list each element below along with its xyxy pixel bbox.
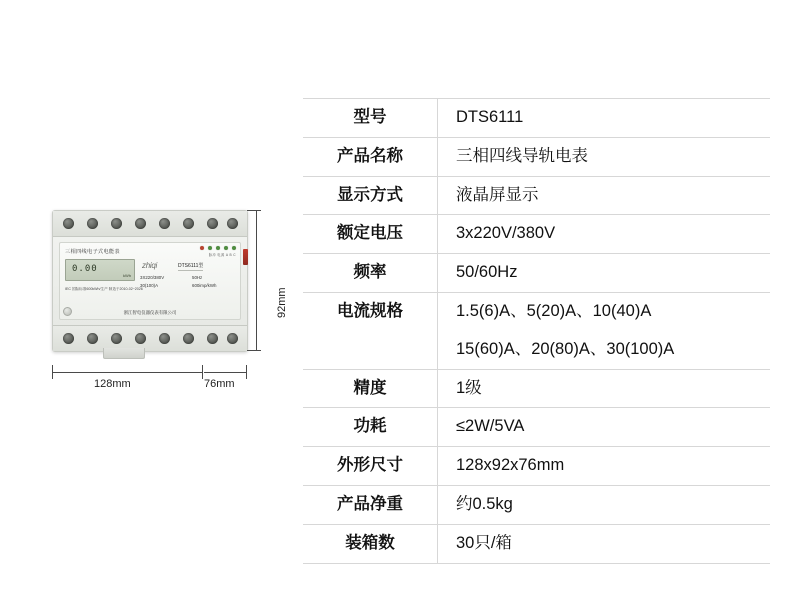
spec-value: 3x220V/380V xyxy=(438,215,771,254)
top-terminal-strip xyxy=(53,211,247,237)
width-dimension-line xyxy=(52,372,202,373)
spec-value: 约0.5kg xyxy=(438,485,771,524)
width-dimension-tick-left xyxy=(52,365,53,379)
table-row xyxy=(303,137,770,176)
table-row xyxy=(303,99,770,138)
spec-value: ≤2W/5VA xyxy=(438,408,771,447)
face-spec-voltage: 3X220/380V xyxy=(140,275,165,280)
phase-c-led-icon xyxy=(232,246,236,250)
spec-label-continued xyxy=(303,331,438,369)
meter-front-face xyxy=(59,242,241,320)
face-spec-frequency: 50Hz xyxy=(192,275,203,280)
table-row xyxy=(303,292,770,330)
terminal-hole xyxy=(159,333,170,344)
terminal-hole xyxy=(159,218,170,229)
terminal-hole xyxy=(183,333,194,344)
power-led-icon xyxy=(208,246,212,250)
energy-meter-device xyxy=(52,210,248,352)
spec-label: 额定电压 xyxy=(303,215,438,254)
width-dimension-label: 128mm xyxy=(94,378,131,390)
din-rail-clip xyxy=(103,348,145,359)
spec-value: 1.5(6)A、5(20)A、10(40)A xyxy=(456,301,652,320)
terminal-hole xyxy=(227,218,238,229)
spec-value: 50/60Hz xyxy=(438,254,771,293)
seal-marker xyxy=(243,249,248,265)
spec-value: 三相四线导轨电表 xyxy=(438,137,771,176)
spec-value: DTS6111 xyxy=(438,99,771,138)
lcd-display xyxy=(65,259,135,281)
manufacturer-name: 浙江智电仪器仪表有限公司 xyxy=(123,310,177,315)
table-row xyxy=(303,176,770,215)
table-row xyxy=(303,254,770,293)
terminal-hole xyxy=(135,333,146,344)
terminal-hole xyxy=(207,333,218,344)
certification-text: IEC 国际标准600kWh/生产 制造于2010-02~2026 xyxy=(65,287,143,291)
table-row xyxy=(303,408,770,447)
terminal-hole xyxy=(87,218,98,229)
terminal-hole xyxy=(111,218,122,229)
height-dimension-tick-top xyxy=(247,210,261,211)
spec-label: 外形尺寸 xyxy=(303,447,438,486)
spec-label: 装箱数 xyxy=(303,524,438,563)
width-dimension-tick-right xyxy=(202,365,203,379)
depth-dimension-line xyxy=(204,372,246,373)
spec-label: 产品净重 xyxy=(303,485,438,524)
spec-label: 型号 xyxy=(303,99,438,138)
table-row xyxy=(303,524,770,563)
phase-a-led-icon xyxy=(216,246,220,250)
specification-table xyxy=(303,98,770,564)
spec-label: 精度 xyxy=(303,369,438,408)
face-spec-pulse: 600imp/kWh xyxy=(192,283,217,288)
spec-value: 液晶屏显示 xyxy=(438,176,771,215)
terminal-hole xyxy=(87,333,98,344)
table-row xyxy=(303,447,770,486)
spec-value: 1级 xyxy=(438,369,771,408)
spec-value: 128x92x76mm xyxy=(438,447,771,486)
screw-icon xyxy=(63,307,72,316)
led-label-text: 脉冲 电源 A B C xyxy=(208,253,236,257)
spec-label: 频率 xyxy=(303,254,438,293)
lcd-unit: kWh xyxy=(123,273,131,278)
height-dimension-line xyxy=(256,210,257,350)
terminal-hole xyxy=(63,333,74,344)
height-dimension-label: 92mm xyxy=(276,287,288,318)
product-image-panel xyxy=(28,190,288,400)
height-dimension-tick-bottom xyxy=(247,350,261,351)
terminal-hole xyxy=(183,218,194,229)
spec-value: 15(60)A、20(80)A、30(100)A xyxy=(438,331,771,369)
depth-dimension-label: 76mm xyxy=(204,378,235,390)
table-row xyxy=(303,369,770,408)
terminal-hole xyxy=(227,333,238,344)
lcd-reading: 0.00 xyxy=(72,264,98,274)
spec-label: 显示方式 xyxy=(303,176,438,215)
bottom-terminal-strip xyxy=(53,325,247,351)
brand-logo: zhiqi xyxy=(142,261,157,270)
indicator-led-group xyxy=(200,246,236,250)
spec-label: 功耗 xyxy=(303,408,438,447)
table-row xyxy=(303,215,770,254)
meter-face-title: 三相四线电子式电能表 xyxy=(65,249,120,255)
spec-label: 电流规格 xyxy=(303,292,438,330)
phase-b-led-icon xyxy=(224,246,228,250)
table-row xyxy=(303,331,770,369)
depth-dimension-tick-right xyxy=(246,365,247,379)
face-spec-current: 30(100)A xyxy=(140,283,159,288)
model-label: DTS6111型 xyxy=(178,263,204,269)
terminal-hole xyxy=(111,333,122,344)
terminal-hole xyxy=(135,218,146,229)
spec-label: 产品名称 xyxy=(303,137,438,176)
terminal-hole xyxy=(207,218,218,229)
terminal-hole xyxy=(63,218,74,229)
pulse-led-icon xyxy=(200,246,204,250)
spec-value: 30只/箱 xyxy=(438,524,771,563)
table-row xyxy=(303,485,770,524)
